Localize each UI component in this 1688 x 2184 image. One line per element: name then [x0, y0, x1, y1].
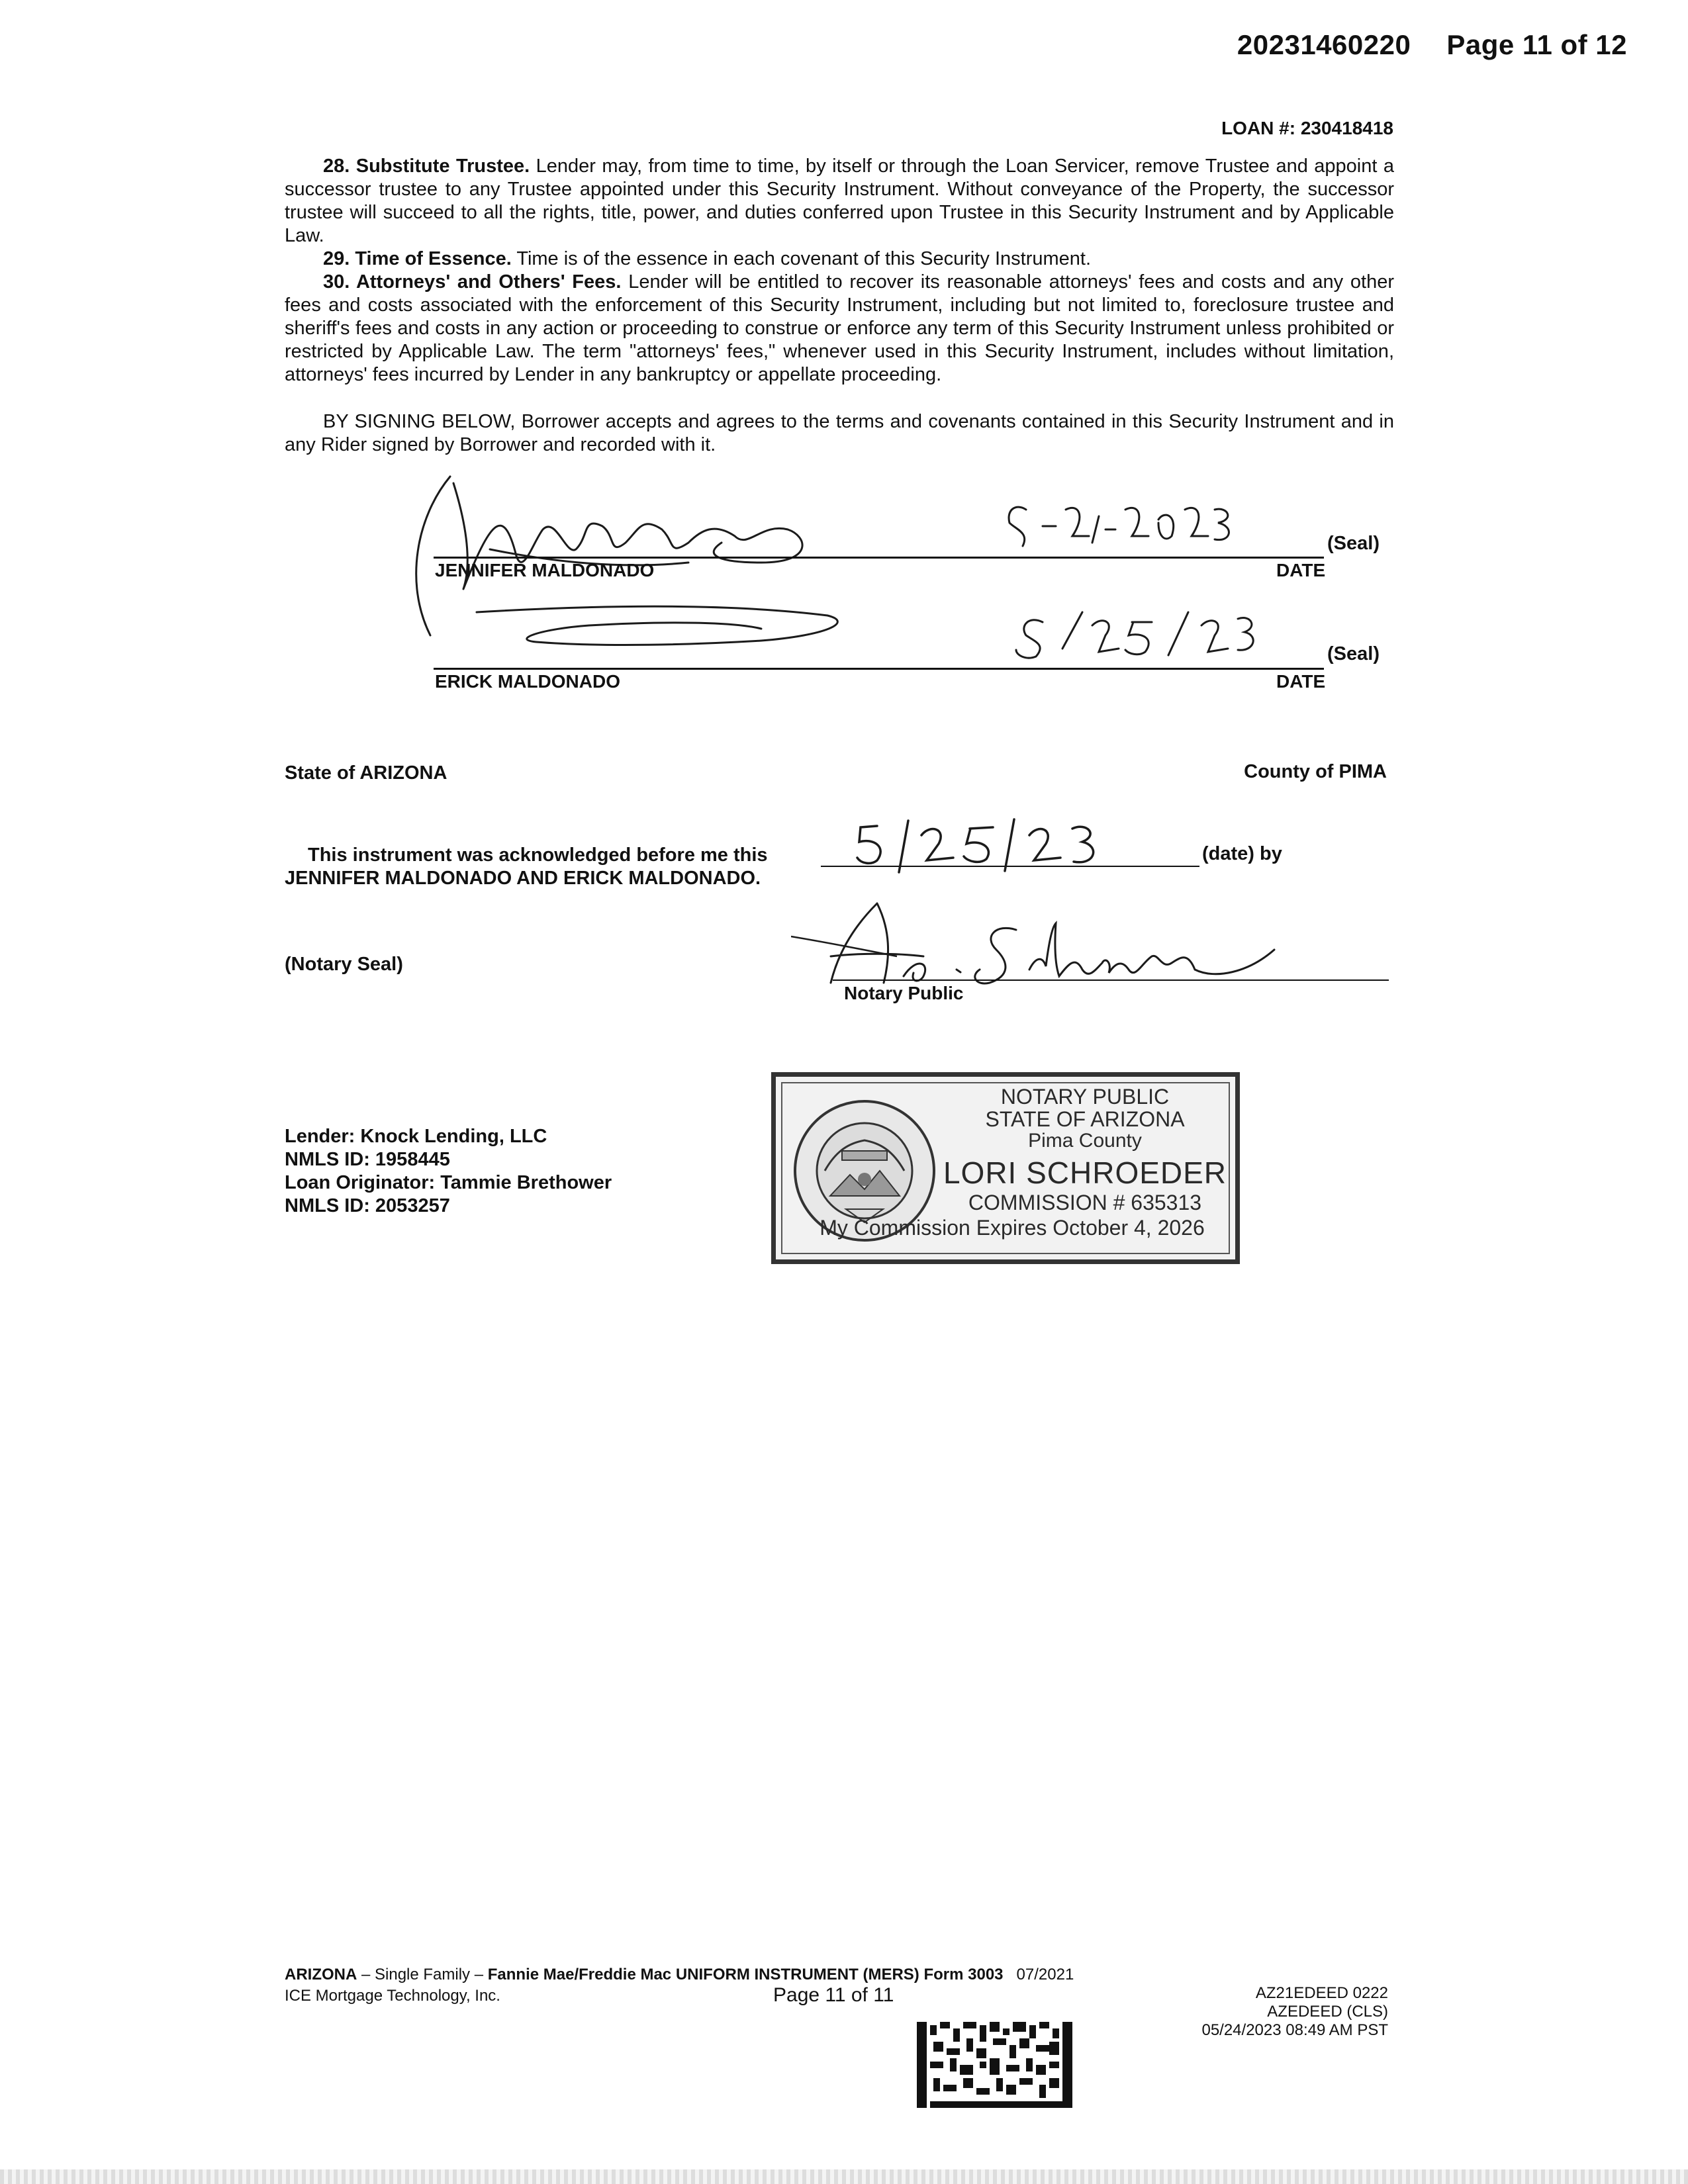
stamp-line3: Pima County — [1028, 1130, 1142, 1152]
stamp-commission: COMMISSION # 635313 — [968, 1191, 1202, 1214]
signer-name: ERICK MALDONADO — [435, 671, 620, 692]
acknowledgement-prefix: This instrument was acknowledged before me this — [308, 844, 768, 866]
section-title: 28. Substitute Trustee. — [323, 156, 530, 177]
page-label: Page 11 of 12 — [1446, 29, 1627, 60]
county-label: County of PIMA — [1244, 761, 1387, 782]
jennifer-signature — [416, 477, 802, 635]
notary-signature-line — [833, 979, 1389, 981]
recording-header — [1237, 29, 1627, 61]
notary-seal-label: (Notary Seal) — [285, 954, 403, 975]
footer-company: ICE Mortgage Technology, Inc. — [285, 1987, 500, 2005]
recording-number: 20231460220 — [1237, 29, 1411, 60]
erick-date — [1016, 612, 1253, 658]
acknowledgement-date-handwriting — [847, 814, 1125, 874]
section-body: Time is of the essence in each covenant of this Security Instrument. — [511, 248, 1092, 269]
acknowledgement-suffix: (date) by — [1202, 843, 1282, 864]
stamp-notary-name: LORI SCHROEDER — [943, 1156, 1227, 1190]
notary-stamp — [771, 1072, 1240, 1264]
section-title: 29. Time of Essence. — [323, 248, 512, 269]
footer-form-date: 07/2021 — [1016, 1966, 1074, 1983]
footer-codes — [1201, 1984, 1388, 2040]
footer-timestamp: 05/24/2023 08:49 AM PST — [1201, 2021, 1388, 2039]
lender-name: Lender: Knock Lending, LLC — [285, 1126, 547, 1147]
loan-value: 230418418 — [1300, 118, 1393, 138]
stamp-expiration: My Commission Expires October 4, 2026 — [820, 1216, 1205, 1240]
stamp-line2: STATE OF ARIZONA — [985, 1107, 1185, 1131]
footer-page: Page 11 of 11 — [773, 1984, 894, 2006]
acknowledgement-names: JENNIFER MALDONADO AND ERICK MALDONADO. — [285, 868, 761, 889]
section-29 — [285, 248, 1394, 271]
stamp-line1: NOTARY PUBLIC — [1000, 1085, 1170, 1109]
seal-label: (Seal) — [1327, 643, 1380, 664]
state-label: State of ARIZONA — [285, 762, 447, 784]
seal-label: (Seal) — [1327, 533, 1380, 554]
notary-public-label: Notary Public — [844, 983, 964, 1003]
signature-line-jennifer — [434, 557, 1324, 559]
footer-code1: AZ21EDEED 0222 — [1255, 1984, 1388, 2002]
originator-nmls: NMLS ID: 2053257 — [285, 1195, 450, 1216]
footer-instrument: Fannie Mae/Freddie Mac UNIFORM INSTRUMENT (MERS) Form 3003 — [487, 1966, 1004, 1983]
footer-form-info — [285, 1966, 1074, 1984]
footer-code2: AZEDEED (CLS) — [1267, 2003, 1388, 2021]
loan-originator: Loan Originator: Tammie Brethower — [285, 1172, 612, 1193]
barcode-icon — [917, 2022, 1072, 2108]
erick-signature — [477, 606, 837, 645]
section-28 — [285, 155, 1394, 248]
date-label: DATE — [1276, 560, 1326, 580]
loan-number — [1221, 118, 1393, 139]
signature-line-erick — [434, 668, 1324, 670]
footer-desc: – Single Family – — [357, 1966, 488, 1983]
date-label: DATE — [1276, 671, 1326, 692]
footer-state: ARIZONA — [285, 1966, 357, 1983]
signing-statement: BY SIGNING BELOW, Borrower accepts and agrees to the terms and covenants contained in this Security Instrument and in any Rider signed by Borrower and recorded with it. — [285, 411, 1394, 455]
section-title: 30. Attorneys' and Others' Fees. — [323, 271, 622, 293]
covenants-text — [285, 155, 1394, 457]
section-body: Lender may, from time to time, by itself or through the Loan Servicer, remove Trustee and appoint a successor trustee to any Trustee appointed under this Security Instrument. Without conveyance of the Property, the successor trustee will succeed to all the rights, title, power, and duties conferred upon Trustee in this Security Instrument and by Applicable Law. — [285, 156, 1394, 246]
section-30 — [285, 271, 1394, 387]
jennifer-date — [1009, 507, 1229, 546]
section-body: Lender will be entitled to recover its reasonable attorneys' fees and costs and any other fees and costs associated with the enforcement of this Security Instrument, including but not limited to, foreclosure trustee and sheriff's fees and costs in any action or proceeding to construe or enforce any term of this Security Instrument unless prohibited or restricted by Applicable Law. The term "attorneys' fees," whenever used in this Security Instrument, includes without limitation, attorneys' fees incurred by Lender in any bankruptcy or appellate proceeding. — [285, 271, 1394, 385]
signer-name: JENNIFER MALDONADO — [435, 560, 655, 580]
loan-label: LOAN #: — [1221, 118, 1296, 138]
scan-edge-artifact — [0, 2169, 1688, 2184]
lender-info — [285, 1125, 612, 1218]
lender-nmls: NMLS ID: 1958445 — [285, 1149, 450, 1170]
